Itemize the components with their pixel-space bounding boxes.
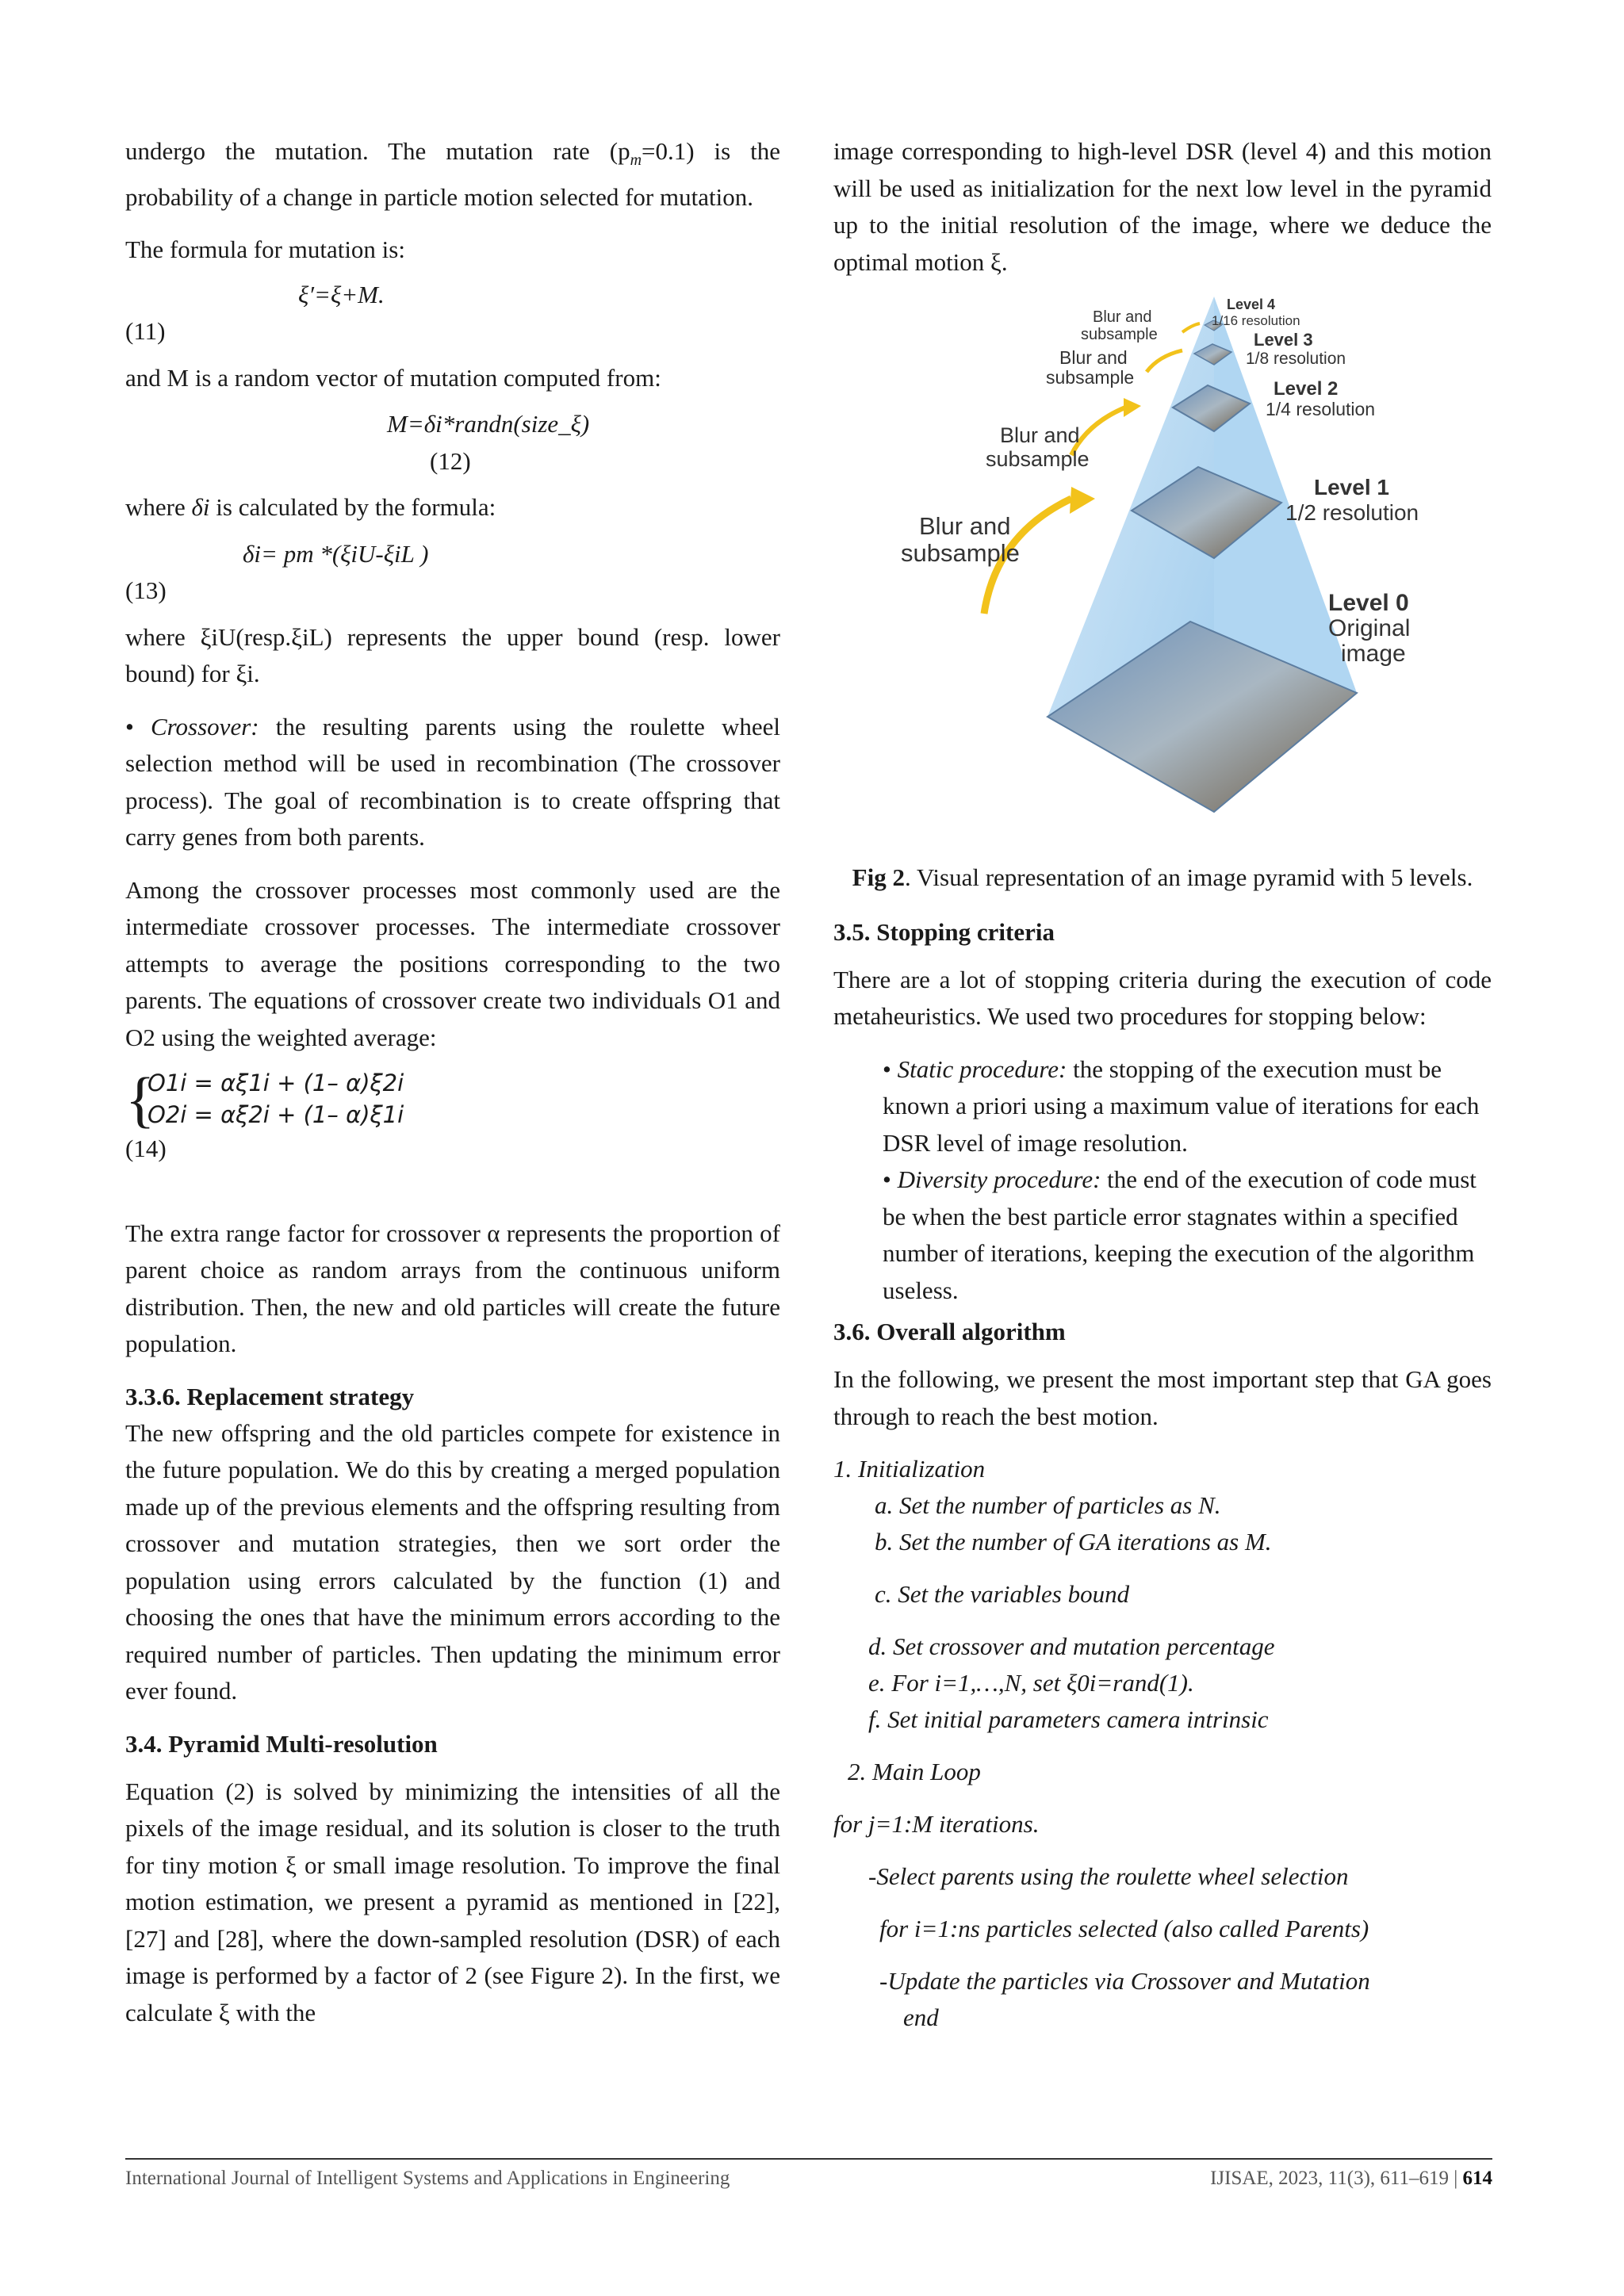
algo-step: -Select parents using the roulette wheel selection: [868, 1862, 1349, 1890]
page-footer: [125, 2158, 1492, 2189]
footer-citation: IJISAE, 2023, 11(3), 611–619 | 614: [1210, 2168, 1492, 2189]
level1-resolution: 1/2 resolution: [1285, 500, 1419, 525]
level4-resolution: 1/16 resolution: [1212, 313, 1300, 328]
level3-resolution: 1/8 resolution: [1246, 350, 1346, 368]
blur-label-3a: Blur and: [1093, 308, 1152, 326]
blur-arrow-3: [1182, 323, 1200, 332]
bullet-static-procedure: • Static procedure: the stopping of the execution must be known a priori using a maximum value of iterations for each DSR level of image resolution.: [883, 1054, 1480, 1157]
bullet-diversity-procedure: • Diversity procedure: the end of the execution of code must be when the best particle error stagnates within a specified number of iterations, keeping the execution of the algorithm useless.: [883, 1165, 1477, 1304]
level0-label: Level 0: [1328, 590, 1409, 616]
paragraph-extra-range-factor: The extra range factor for crossover α represents the proportion of parent choice as random arrays from the continuous uniform distribution. Then, the new and old particles will create the future population.: [125, 1219, 780, 1358]
level1-label: Level 1: [1314, 475, 1389, 499]
level0-sub1: Original: [1328, 615, 1411, 641]
paragraph-crossover: • Crossover: the resulting parents using the roulette wheel selection method will be used in recombination (The crossover process). The goal of recombination is to create offspring that carry genes from both parents.: [125, 712, 780, 851]
paragraph-pyramid-continued: image corresponding to high-level DSR (level 4) and this motion will be used as initialization for the next low level in the pyramid up to the initial resolution of the image, where we deduce the optimal motion ξ.: [833, 137, 1492, 276]
level0-sub2: image: [1341, 641, 1406, 667]
algo-step: d. Set crossover and mutation percentage: [868, 1632, 1275, 1660]
algo-step: c. Set the variables bound: [875, 1580, 1130, 1608]
paragraph-delta-intro: where δi is calculated by the formula:: [125, 493, 496, 522]
bullet-list-stopping: [833, 1051, 1492, 1310]
blur-label-2a: Blur and: [1059, 347, 1128, 368]
level2-label: Level 2: [1274, 378, 1339, 400]
paragraph-mutation-formula-intro: The formula for mutation is:: [125, 235, 405, 264]
paragraph-intermediate-crossover: Among the crossover processes most commonly used are the intermediate crossover processes. The intermediate crossover attempts to average the positions corresponding to the two parents. The equations of crossover create two individuals O1 and O2 using the weighted average:: [125, 875, 780, 1051]
paragraph-mutation-rate: undergo the mutation. The mutation rate $(p_m=0.1)$ is the probability of a change in particle motion selected for mutation.: [125, 137, 780, 211]
figure-image-pyramid: [833, 297, 1492, 851]
blur-label-2b: subsample: [1046, 367, 1135, 388]
footer-journal: International Journal of Intelligent Systems and Applications in Engineering: [125, 2168, 730, 2189]
blur-label-0b: subsample: [901, 539, 1020, 567]
algo-step: 2. Main Loop: [848, 1758, 981, 1785]
heading-overall-algorithm: 3.6. Overall algorithm: [833, 1318, 1066, 1345]
equation-14: { O1i = αξ1i + (1– α)ξ2i O2i = αξ2i + (1– α)ξ1i (14): [125, 1065, 404, 1163]
paragraph-bounds: where ξiU(resp.ξiL) represents the upper bound (resp. lower bound) for ξi.: [125, 622, 780, 688]
paragraph-stopping-intro: There are a lot of stopping criteria during the execution of code metaheuristics. We used two procedures for stopping below:: [833, 965, 1492, 1030]
paragraph-random-vector: and M is a random vector of mutation computed from:: [125, 363, 661, 392]
level3-label: Level 3: [1254, 330, 1313, 350]
algo-step: f. Set initial parameters camera intrinsic: [868, 1705, 1269, 1733]
algo-step: for i=1:ns particles selected (also called Parents): [879, 1915, 1369, 1942]
paragraph-algorithm-intro: In the following, we present the most important step that GA goes through to reach the best motion.: [833, 1365, 1492, 1430]
heading-stopping-criteria: 3.5. Stopping criteria: [833, 917, 1055, 946]
algo-step: a. Set the number of particles as N.: [875, 1491, 1221, 1519]
blur-label-0a: Blur and: [919, 512, 1011, 540]
heading-replacement-strategy: 3.3.6. Replacement strategy: [125, 1382, 415, 1410]
pyramid-diagram: [833, 297, 1492, 851]
level2-resolution: 1/4 resolution: [1266, 399, 1376, 419]
algo-step: -Update the particles via Crossover and Mutation: [879, 1967, 1370, 1995]
algo-step: e. For i=1,…,N, set ξ0i=rand(1).: [868, 1669, 1194, 1697]
figure-caption: Fig 2. Visual representation of an image pyramid with 5 levels.: [852, 863, 1473, 891]
blur-label-3b: subsample: [1081, 326, 1158, 343]
paragraph-pyramid: Equation (2) is solved by minimizing the intensities of all the pixels of the image residual, and its solution is closer to the truth for tiny motion ξ or small image resolution. To improve the final motion estimation, we present a pyramid as mentioned in [22], [27] and [28], where the down-sampled resolution (DSR) of each image is performed by a factor of 2 (see Figure 2). In the first, we calculate ξ with the: [125, 1777, 780, 2026]
equation-13: δi= pm *(ξiU-ξiL ) (13): [125, 539, 429, 605]
paragraph-replacement: The new offspring and the old particles compete for existence in the future population. We do this by creating a merged population made up of the previous elements and the offspring resulting from crossover and mutation strategies, then we sort order the population using errors calculated by the function (1) and choosing the ones that have the minimum errors according to the required number of particles. Then updating the minimum error ever found.: [125, 1418, 780, 1705]
heading-pyramid-multiresolution: 3.4. Pyramid Multi-resolution: [125, 1729, 438, 1758]
right-column: [833, 133, 1492, 2036]
algo-step: b. Set the number of GA iterations as M.: [875, 1528, 1272, 1556]
equation-12: M=δi*randn(size_ξ) (12): [387, 410, 590, 475]
blur-arrowhead-0: [1070, 487, 1095, 514]
level4-label: Level 4: [1227, 297, 1276, 312]
algo-step: for j=1:M iterations.: [833, 1810, 1040, 1838]
blur-arrowhead-1: [1124, 398, 1141, 417]
blur-label-1a: Blur and: [1000, 423, 1080, 447]
equation-11: ξ′=ξ+M. (11): [125, 280, 385, 346]
left-column: [125, 133, 780, 2047]
blur-label-1b: subsample: [986, 447, 1090, 471]
algorithm-steps: [833, 1451, 1492, 2036]
algo-step: 1. Initialization: [833, 1455, 986, 1483]
blur-arrow-2: [1147, 350, 1182, 372]
page-number: 614: [1462, 2168, 1492, 2189]
algo-step: end: [903, 2003, 939, 2031]
